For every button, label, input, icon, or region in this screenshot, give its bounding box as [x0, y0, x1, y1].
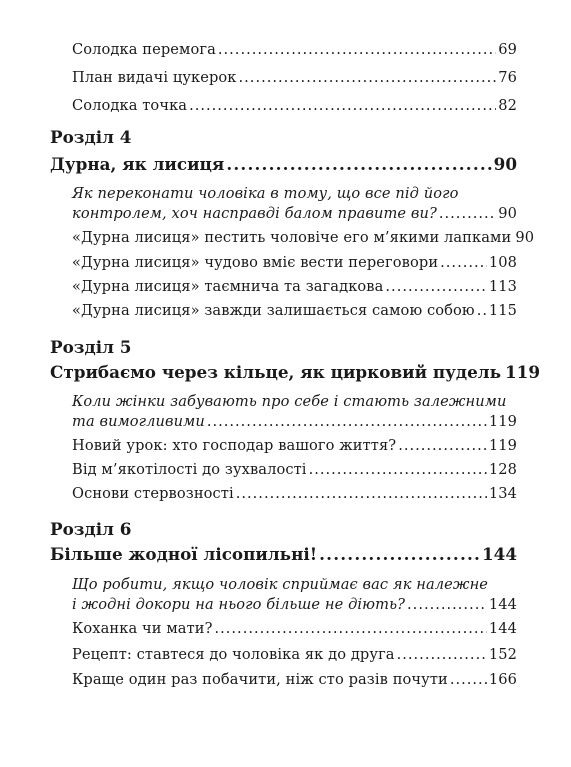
- toc-entry-title-line1: Коли жінки забувають про себе і стають залежними: [72, 393, 507, 410]
- toc-entry-page: 108: [488, 254, 517, 271]
- chapter-4-page: 90: [493, 154, 517, 174]
- chapter-5-page: 119: [504, 362, 541, 382]
- toc-entry-page: 134: [488, 485, 517, 502]
- toc-entry-title: Солодка перемога: [72, 41, 216, 58]
- toc-entry-page: 90: [498, 205, 517, 222]
- toc-entry-title: «Дурна лисиця» чудово вміє вести переговори: [72, 254, 439, 271]
- dot-leader: [207, 412, 487, 432]
- toc-entry-page: 144: [488, 620, 517, 637]
- toc-entry[interactable]: [72, 277, 517, 297]
- chapter-5-title: Стрибаємо через кільце, як цирковий пудель: [50, 362, 501, 382]
- toc-entry-title-line1: Що робити, якщо чоловік сприймає вас як належне: [72, 576, 489, 593]
- toc-entry-page: 119: [488, 413, 517, 430]
- toc-entry[interactable]: [72, 460, 517, 480]
- toc-entry-title: Від м’якотілості до зухвалості: [72, 461, 307, 478]
- chapter-6-title: Більше жодної лісопильні!: [50, 544, 318, 564]
- toc-entry-page: 128: [488, 461, 517, 478]
- toc-entry[interactable]: [72, 40, 517, 60]
- toc-entry-title: Рецепт: ставтеся до чоловіка як до друга: [72, 646, 395, 663]
- dot-leader: [215, 619, 487, 639]
- toc-entry-page: 115: [488, 302, 517, 319]
- toc-subentry[interactable]: [72, 575, 517, 615]
- chapter-4-title: Дурна, як лисиця: [50, 154, 225, 174]
- chapter-6-page: 144: [481, 544, 517, 564]
- dot-leader: [398, 436, 487, 456]
- toc-entry-title: Новий урок: хто господар вашого життя?: [72, 437, 397, 454]
- toc-entry-title: Краще один раз побачити, ніж сто разів почути: [72, 671, 448, 688]
- toc-entry[interactable]: [72, 253, 517, 273]
- toc-entry[interactable]: [72, 68, 517, 88]
- toc-entry-title: Коханка чи мати?: [72, 620, 213, 637]
- dot-leader: [309, 460, 487, 480]
- toc-subentry[interactable]: [72, 392, 517, 432]
- dot-leader: [189, 96, 496, 116]
- chapter-4-label: Розділ 4: [50, 127, 132, 147]
- dot-leader: [440, 253, 487, 273]
- toc-entry[interactable]: [72, 301, 517, 321]
- dot-leader: [385, 277, 486, 297]
- dot-leader: [450, 670, 487, 690]
- chapter-6-label: Розділ 6: [50, 519, 132, 539]
- toc-entry-title-line1: Як переконати чоловіка в тому, що все під його: [72, 185, 459, 202]
- toc-entry-page: 152: [488, 646, 517, 663]
- chapter-5-label: Розділ 5: [50, 337, 132, 357]
- toc-subentry[interactable]: [72, 184, 517, 224]
- toc-entry[interactable]: [72, 670, 517, 690]
- dot-leader: [239, 68, 497, 88]
- chapter-4-title-entry[interactable]: [50, 153, 517, 175]
- toc-entry-page: 166: [488, 671, 517, 688]
- toc-entry-title-line2: та вимогливими: [72, 413, 205, 430]
- dot-leader: [226, 153, 491, 175]
- toc-entry-page: 90: [515, 229, 535, 246]
- toc-entry-page: 69: [498, 41, 517, 58]
- toc-entry-title: Основи стервозності: [72, 485, 234, 502]
- toc-entry[interactable]: [72, 228, 535, 248]
- toc-entry-title: «Дурна лисиця» пестить чоловіче его м’якими лапками: [72, 229, 512, 246]
- toc-entry-title-line2: і жодні докори на нього більше не діють?: [72, 596, 406, 613]
- toc-entry-page: 144: [488, 596, 517, 613]
- toc-entry[interactable]: [72, 96, 517, 116]
- toc-entry-page: 119: [488, 437, 517, 454]
- dot-leader: [439, 204, 496, 224]
- dot-leader: [218, 40, 496, 60]
- dot-leader: [477, 301, 487, 321]
- toc-entry-page: 76: [498, 69, 517, 86]
- toc-entry[interactable]: [72, 619, 517, 639]
- chapter-5-title-entry[interactable]: [50, 361, 541, 383]
- dot-leader: [397, 645, 487, 665]
- dot-leader: [407, 595, 487, 615]
- toc-entry-title: «Дурна лисиця» таємнича та загадкова: [72, 278, 384, 295]
- chapter-6-title-entry[interactable]: [50, 543, 517, 565]
- dot-leader: [236, 484, 487, 504]
- toc-entry[interactable]: [72, 436, 517, 456]
- toc-entry[interactable]: [72, 484, 517, 504]
- toc-entry[interactable]: [72, 645, 517, 665]
- toc-entry-page: 113: [488, 278, 517, 295]
- toc-entry-title: План видачі цукерок: [72, 69, 237, 86]
- dot-leader: [319, 543, 480, 565]
- toc-entry-title: «Дурна лисиця» завжди залишається самою собою: [72, 302, 475, 319]
- toc-entry-title: Солодка точка: [72, 97, 188, 114]
- toc-entry-page: 82: [498, 97, 517, 114]
- toc-entry-title-line2: контролем, хоч насправді балом правите ви?: [72, 205, 437, 222]
